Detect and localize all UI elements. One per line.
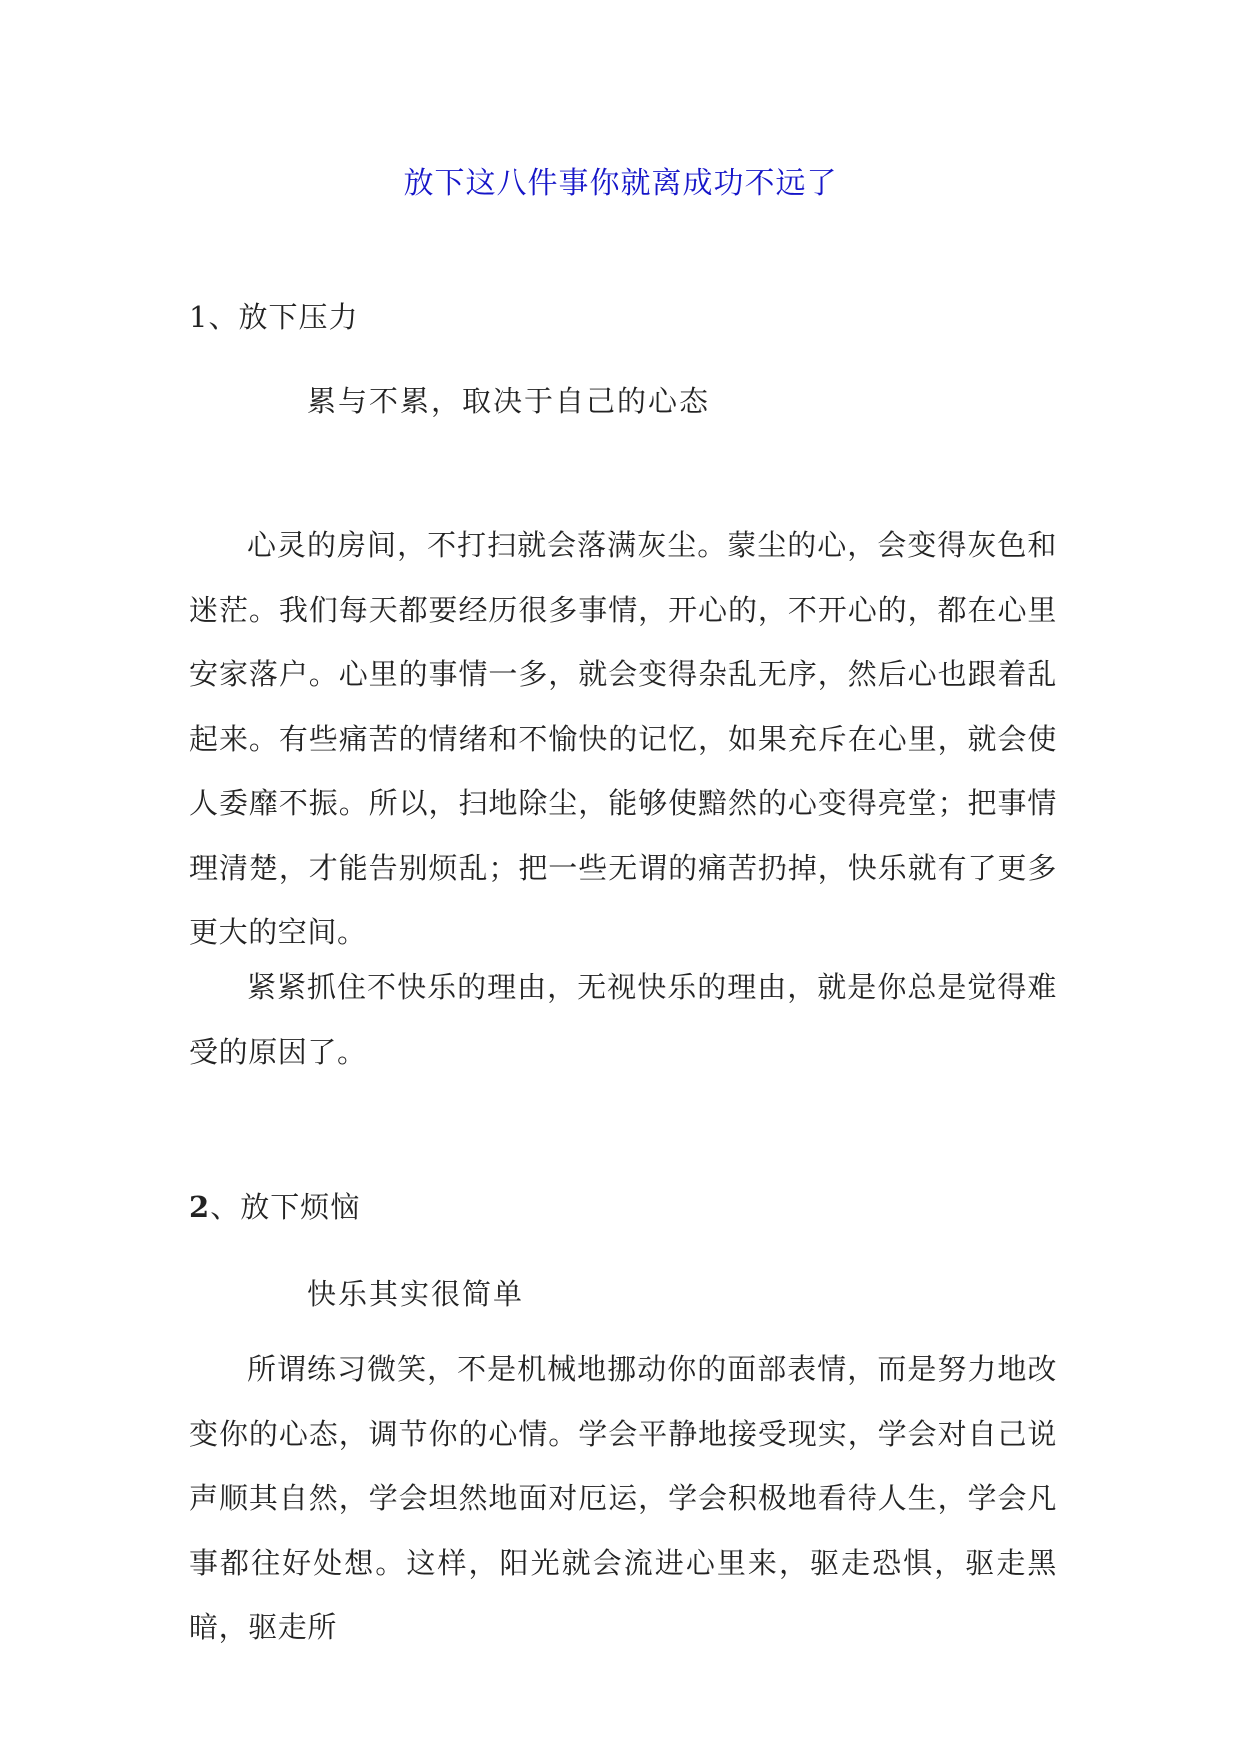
- section-1-paragraph-1: 心灵的房间，不打扫就会落满灰尘。蒙尘的心，会变得灰色和迷茫。我们每天都要经历很多事情，开心的，不开心的，都在心里安家落户。心里的事情一多，就会变得杂乱无序，然后心也跟着乱起来。有些痛苦的情绪和不愉快的记忆，如果充斥在心里，就会使人委靡不振。所以，扫地除尘，能够使黯然的心变得亮堂；把事情理清楚，才能告别烦乱；把一些无谓的痛苦扔掉，快乐就有了更多更大的空间。: [189, 528, 1057, 949]
- section-1-heading: [189, 295, 358, 336]
- section-2-paragraph-1: 所谓练习微笑，不是机械地挪动你的面部表情，而是努力地改变你的心态，调节你的心情。学会平静地接受现实，学会对自己说声顺其自然，学会坦然地面对厄运，学会积极地看待人生，学会凡事都往好处想。这样，阳光就会流进心里来，驱走恐惧，驱走黑暗，驱走所: [189, 1352, 1057, 1644]
- section-1-number: 1: [189, 300, 209, 334]
- section-1-paragraph-2: 紧紧抓住不快乐的理由，无视快乐的理由，就是你总是觉得难受的原因了。: [189, 970, 1057, 1069]
- document-title: 放下这八件事你就离成功不远了: [403, 166, 838, 201]
- section-1-heading-text: 、放下压力: [208, 300, 359, 334]
- section-2-heading: [189, 1185, 360, 1226]
- section-2-heading-text: 、放下烦恼: [210, 1190, 361, 1224]
- section-2-number: 2: [189, 1190, 211, 1224]
- section-2-subheading: 快乐其实很简单: [307, 1277, 525, 1311]
- section-1-subheading: 累与不累，取决于自己的心态: [307, 384, 711, 418]
